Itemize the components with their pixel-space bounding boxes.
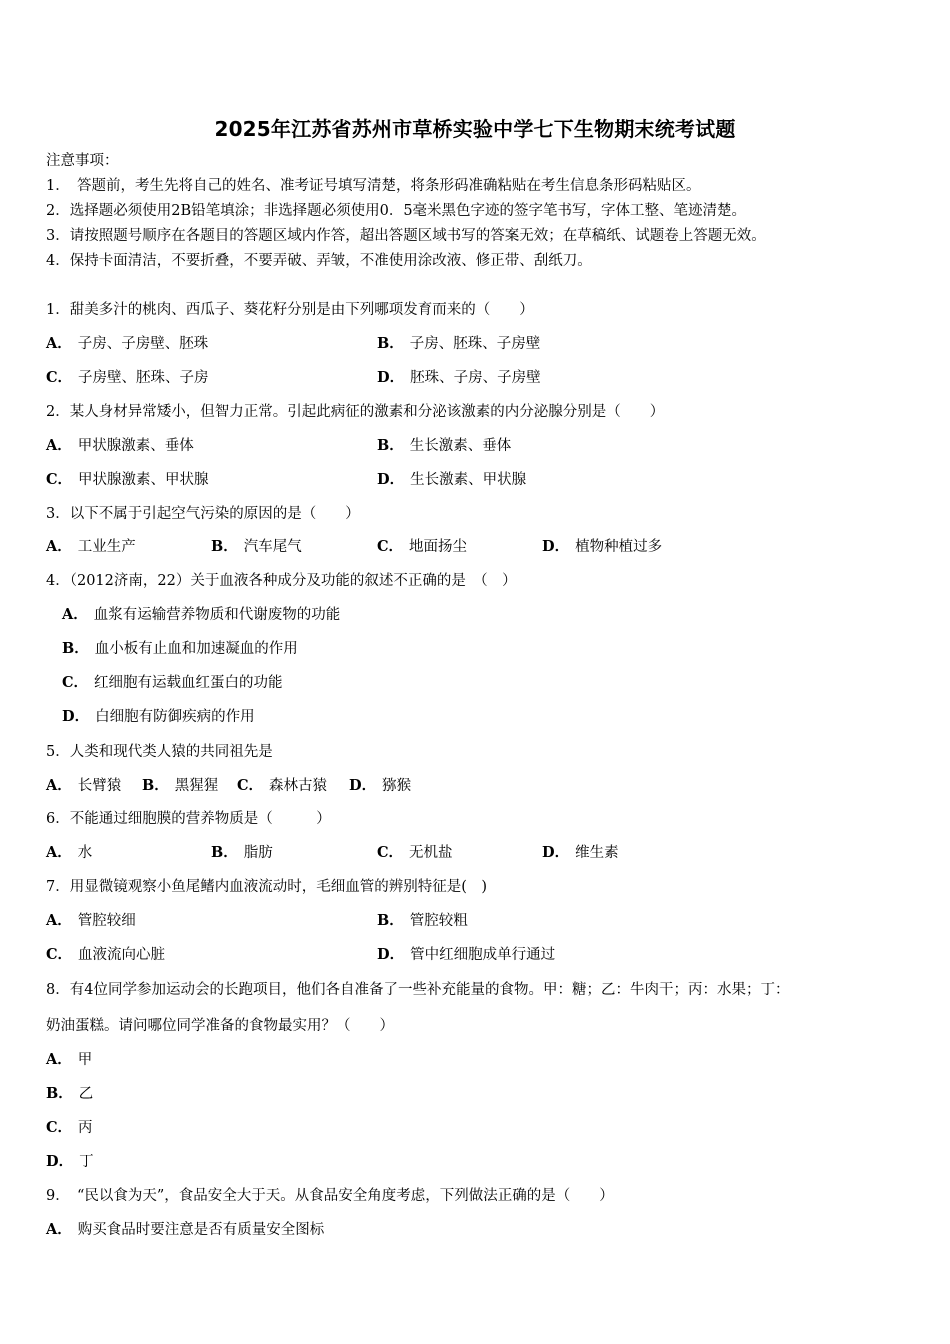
notice-item: 1． 答题前，考生先将自己的姓名、准考证号填写清楚，将条形码准确粘贴在考生信息条形码粘贴区。	[46, 178, 701, 194]
option-c[interactable]	[62, 673, 283, 693]
question-stem: 6．不能通过细胞膜的营养物质是（ ）	[46, 811, 331, 827]
option-c[interactable]	[377, 843, 453, 863]
option-key: D．	[46, 1153, 74, 1170]
option-text: 生长激素、垂体	[409, 438, 512, 454]
option-c[interactable]	[46, 1118, 93, 1138]
option-text: 无机盐	[409, 845, 453, 861]
question-stem: 3．以下不属于引起空气污染的原因的是（ ）	[46, 506, 360, 522]
option-a[interactable]	[46, 537, 136, 557]
option-key: B．	[46, 1085, 73, 1102]
option-b[interactable]	[142, 776, 218, 796]
question-stem: 7．用显微镜观察小鱼尾鳍内血液流动时，毛细血管的辨别特征是( )	[46, 879, 488, 895]
option-text: 维生素	[575, 845, 619, 861]
option-text: 红细胞有运载血红蛋白的功能	[94, 675, 283, 691]
option-text: 乙	[78, 1086, 94, 1102]
option-c[interactable]	[46, 945, 165, 965]
page-title: 2025年江苏省苏州市草桥实验中学七下生物期末统考试题	[214, 117, 736, 141]
option-text: 血小板有止血和加速凝血的作用	[94, 641, 298, 657]
option-key: A．	[46, 335, 72, 352]
option-key: C．	[46, 946, 73, 963]
option-b[interactable]	[211, 843, 273, 863]
option-text: 管腔较粗	[409, 913, 468, 929]
option-b[interactable]	[211, 537, 302, 557]
option-key: D．	[377, 369, 405, 386]
option-text: 汽车尾气	[243, 539, 302, 555]
option-b[interactable]	[377, 911, 468, 931]
option-key: C．	[62, 674, 89, 691]
question-stem: 8．有4位同学参加运动会的长跑项目，他们各自准备了一些补充能量的食物。甲：糖；乙：牛肉干；丙：水果；丁：	[46, 982, 790, 998]
option-text: 血浆有运输营养物质和代谢废物的功能	[93, 607, 341, 623]
option-text: 甲	[77, 1052, 93, 1068]
option-key: D．	[542, 538, 570, 555]
option-c[interactable]	[46, 470, 209, 490]
option-d[interactable]	[349, 776, 411, 796]
option-key: B．	[377, 912, 404, 929]
option-key: A．	[46, 437, 72, 454]
option-text: 子房、子房壁、胚珠	[77, 336, 209, 352]
option-a[interactable]	[46, 436, 194, 456]
option-a[interactable]	[46, 776, 121, 796]
option-d[interactable]	[542, 537, 662, 557]
option-c[interactable]	[46, 368, 209, 388]
option-text: 植物种植过多	[575, 539, 663, 555]
question-stem: 4．（2012济南，22）关于血液各种成分及功能的叙述不正确的是 （ ）	[46, 573, 517, 589]
option-b[interactable]	[377, 334, 540, 354]
option-key: C．	[237, 777, 264, 794]
option-key: B．	[211, 844, 238, 861]
option-key: A．	[46, 538, 72, 555]
option-key: C．	[46, 369, 73, 386]
question-stem: 1．甜美多汁的桃肉、西瓜子、葵花籽分别是由下列哪项发育而来的（ ）	[46, 302, 534, 318]
option-d[interactable]	[542, 843, 619, 863]
notice-item: 4．保持卡面清洁，不要折叠，不要弄破、弄皱，不准使用涂改液、修正带、刮纸刀。	[46, 253, 592, 269]
option-text: 水	[77, 845, 93, 861]
option-text: 工业生产	[77, 539, 136, 555]
option-c[interactable]	[237, 776, 327, 796]
question-stem: 9． “民以食为天”，食品安全大于天。从食品安全角度考虑，下列做法正确的是（ ）	[46, 1188, 614, 1204]
option-a[interactable]	[46, 843, 92, 863]
question-stem: 5．人类和现代类人猿的共同祖先是	[46, 744, 273, 760]
option-b[interactable]	[62, 639, 298, 659]
option-text: 甲状腺激素、垂体	[77, 438, 194, 454]
option-d[interactable]	[62, 707, 255, 727]
option-text: 丙	[78, 1120, 93, 1136]
option-key: D．	[377, 471, 405, 488]
option-key: A．	[46, 912, 72, 929]
option-a[interactable]	[62, 605, 340, 625]
option-a[interactable]	[46, 1050, 92, 1070]
option-text: 管中红细胞成单行通过	[410, 947, 556, 963]
question-stem: 2．某人身材异常矮小，但智力正常。引起此病征的激素和分泌该激素的内分泌腺分别是（ ）	[46, 404, 665, 420]
option-key: B．	[377, 437, 404, 454]
option-key: C．	[46, 1119, 73, 1136]
option-a[interactable]	[46, 334, 208, 354]
option-d[interactable]	[46, 1152, 94, 1172]
option-key: D．	[542, 844, 570, 861]
option-c[interactable]	[377, 537, 467, 557]
option-text: 长臂猿	[77, 778, 122, 794]
option-key: C．	[377, 538, 404, 555]
option-a[interactable]	[46, 911, 136, 931]
option-text: 地面扬尘	[409, 539, 468, 555]
option-b[interactable]	[377, 436, 511, 456]
option-a[interactable]	[46, 1220, 324, 1240]
option-d[interactable]	[377, 945, 555, 965]
option-key: A．	[46, 777, 72, 794]
option-key: B．	[62, 640, 89, 657]
option-text: 子房、胚珠、子房壁	[409, 336, 541, 352]
option-text: 子房壁、胚珠、子房	[78, 370, 209, 386]
option-key: A．	[46, 1221, 72, 1238]
option-text: 购买食品时要注意是否有质量安全图标	[77, 1222, 325, 1238]
option-text: 管腔较细	[77, 913, 136, 929]
option-text: 胚珠、子房、子房壁	[410, 370, 541, 386]
option-key: A．	[46, 1051, 72, 1068]
option-text: 丁	[79, 1154, 94, 1170]
option-b[interactable]	[46, 1084, 93, 1104]
option-d[interactable]	[377, 368, 541, 388]
option-text: 森林古猿	[269, 778, 328, 794]
notice-item: 3．请按照题号顺序在各题目的答题区域内作答，超出答题区域书写的答案无效；在草稿纸、试题卷上答题无效。	[46, 228, 766, 244]
option-key: B．	[377, 335, 404, 352]
option-text: 黑猩猩	[174, 778, 219, 794]
option-key: B．	[142, 777, 169, 794]
notice-heading: 注意事项：	[46, 153, 119, 169]
option-text: 生长激素、甲状腺	[410, 472, 527, 488]
option-text: 甲状腺激素、甲状腺	[78, 472, 209, 488]
notice-item: 2．选择题必须使用2B铅笔填涂；非选择题必须使用0．5毫米黑色字迹的签字笔书写，字体工整、笔迹清楚。	[46, 203, 747, 219]
option-key: B．	[211, 538, 238, 555]
option-key: D．	[62, 708, 90, 725]
option-key: A．	[62, 606, 88, 623]
option-key: C．	[46, 471, 73, 488]
option-key: D．	[349, 777, 377, 794]
question-stem-continued: 奶油蛋糕。请问哪位同学准备的食物最实用？（ ）	[46, 1018, 394, 1034]
option-key: C．	[377, 844, 404, 861]
option-text: 血液流向心脏	[78, 947, 166, 963]
option-text: 脂肪	[243, 845, 273, 861]
option-key: A．	[46, 844, 72, 861]
option-key: D．	[377, 946, 405, 963]
option-text: 白细胞有防御疾病的作用	[95, 709, 255, 725]
option-d[interactable]	[377, 470, 526, 490]
option-text: 猕猴	[382, 778, 412, 794]
